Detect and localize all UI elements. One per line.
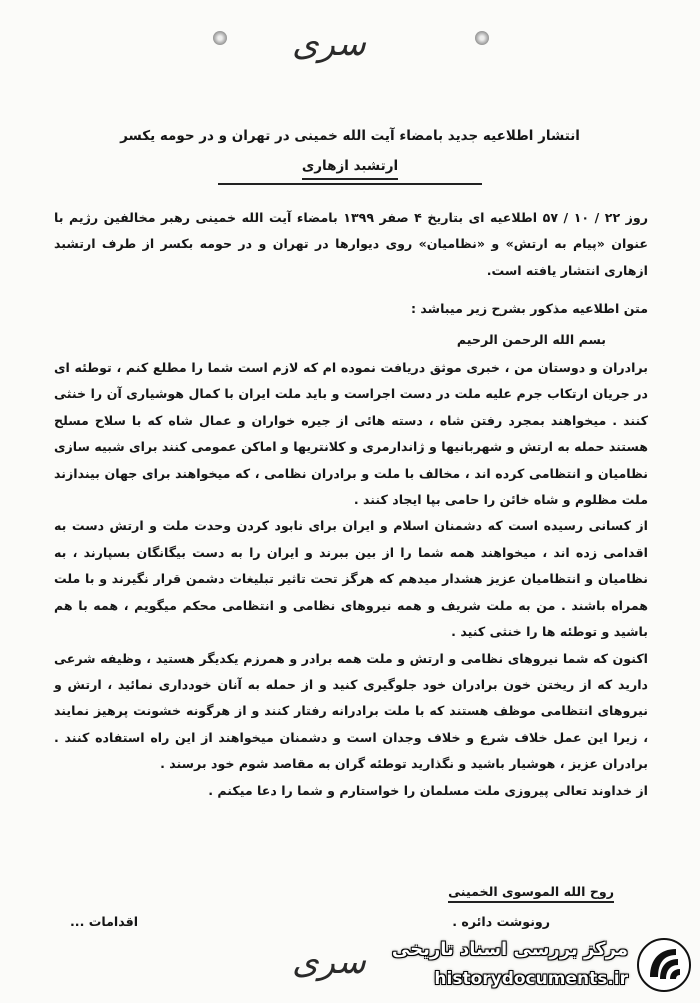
bismillah: بسم الله الرحمن الرحیم (456, 331, 606, 347)
speech-paragraph: اکنون که شما نیروهای نظامی و ارتش و ملت همه برادر و همرزم یکدیگر هستید ، وظیفه شرعی دارید که از ریختن خون برادران خود جلوگیری کنید و از حمله به آنان خودداری نمائید ، ارتش و نیروهای انتظامی موظف هستند که با ملت برادرانه رفتار کنند و از هرگونه خشونت پرهیز نمایند ، زیرا این عمل خلاف شرع و خلاف وجدان است و دشمنان میخواهند از این راه استفاده کنند . برادران عزیز ، هوشیار باشید و نگذارید توطئه گران به مقاصد شوم خود برسند . (54, 650, 648, 772)
intro-line: متن اطلاعیه مذکور بشرح زیر میباشد : (410, 301, 648, 317)
document-header (60, 128, 640, 180)
speech-paragraph: برادران و دوستان من ، خبری موثق دریافت نموده ام که لازم است شما را مطلع کنم ، توطئه ای در جریان ارتکاب جرم علیه ملت در دست اجراست و باید ملت ایران با کمال هوشیاری آن را خنثی کنند . میخواهند بمجرد رفتن شاه ، دسته هائی از جیره خواران و عمال شاه که با سلاح مسلح هستند حمله به ارتش و شهربانیها و ژاندارمری و کلانتریها و اماکن عمومی کنند برای شبیه سازی نظامیان و انتظامی کرده اند ، مخالف با ملت و برادران نظامی ، که میخواهند برای جهان بیندازند ملت مظلوم و شاه خائن را حامی بپا ایجاد کنند . (54, 360, 648, 508)
header-subtitle: ارتشبد ازهاری (302, 158, 398, 180)
footer-distribution: رونوشت دائره . (452, 914, 550, 929)
speech-paragraph: از کسانی رسیده است که دشمنان اسلام و ایران برای نابود کردن وحدت ملت و ارتش دست به اقدامی زده اند ، میخواهند همه شما را از بین ببرند و ایران را به دست بیگانگان بسپارند ، به نظامیان و انتظامیان عزیز هشدار میدهم که هرگز تحت تاثیر تبلیغات دشمن قرار نگیرند و با ملت همراه باشند . من به ملت شریف و همه نیروهای نظامی و انتظامی محکم میگویم ، همه با هم باشید و توطئه ها را خنثی کنید . (54, 518, 648, 640)
watermark-url: historydocuments.ir (434, 969, 628, 989)
intro-paragraph: روز ۲۲ / ۱۰ / ۵۷ اطلاعیه ای بتاریخ ۴ صفر ۱۳۹۹ بامضاء آیت الله خمینی رهبر مخالفین رژیم با عنوان «پیام به ارتش» و «نظامیان» روی دیوارها در تهران و در حومه بکسر از طرف ارتشبد ازهاری انتشار یافته است. (54, 210, 649, 278)
signature: روح الله الموسوی الخمینی (448, 884, 614, 903)
speech-text (54, 355, 648, 804)
punch-hole-right (475, 31, 489, 45)
header-divider (218, 183, 482, 185)
document-body (54, 205, 648, 804)
watermark-title: مرکز بررسی اسناد تاریخی (391, 939, 628, 960)
classification-bottom: سری (292, 942, 366, 982)
footer-actions: اقدامات ... (70, 914, 139, 929)
archive-logo-icon (636, 937, 692, 993)
classification-top: سری (292, 24, 366, 64)
punch-hole-left (213, 31, 227, 45)
watermark (388, 935, 692, 997)
header-title: انتشار اطلاعیه جدید بامضاء آیت الله خمینی در تهران و در حومه یکسر (120, 128, 580, 144)
speech-paragraph: از خداوند تعالی پیروزی ملت مسلمان را خواستارم و شما را دعا میکنم . (208, 782, 648, 798)
